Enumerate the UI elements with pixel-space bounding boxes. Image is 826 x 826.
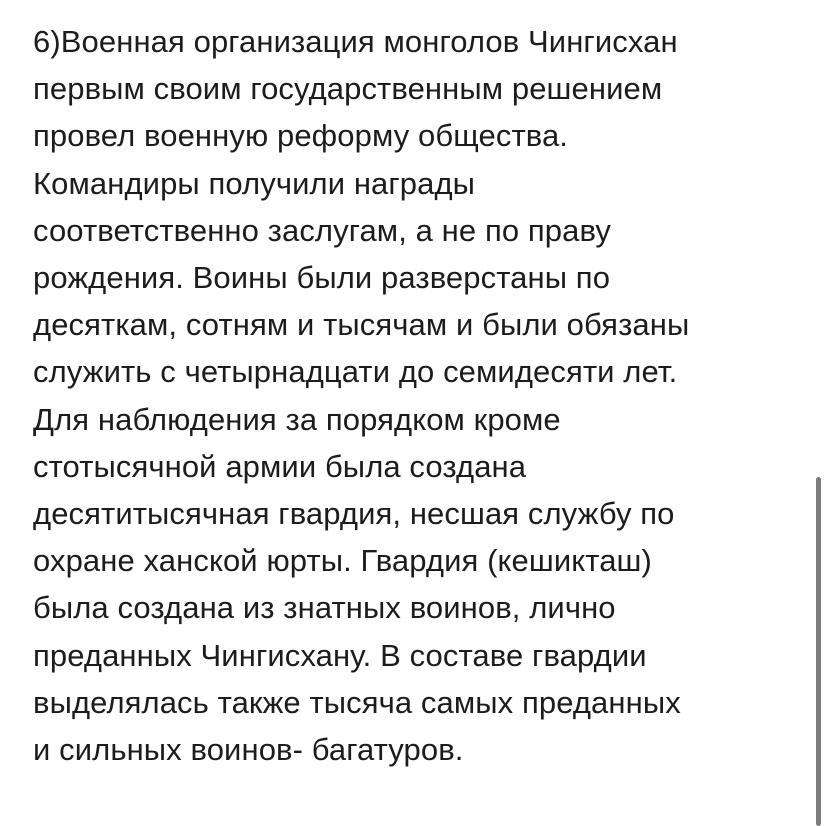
text-line: стотысячной армии была создана — [33, 448, 527, 484]
text-line: Командиры получили награды — [33, 165, 476, 201]
text-line: преданных Чингисхану. В составе гвардии — [33, 637, 647, 673]
text-line: была создана из знатных воинов, лично — [33, 590, 616, 626]
text-line: и сильных воинов- багатуров. — [33, 732, 464, 768]
text-line: рождения. Воины были разверстаны по — [33, 260, 611, 296]
text-line: охране ханской юрты. Гвардия (кешикташ) — [33, 543, 652, 579]
answer-text — [33, 18, 803, 773]
text-line: выделялась также тысяча самых преданных — [33, 684, 681, 720]
text-line: десяткам, сотням и тысячам и были обязаны — [33, 307, 690, 343]
text-line: первым своим государственным решением — [33, 71, 663, 107]
text-line: служить с четырнадцати до семидесяти лет. — [33, 354, 678, 390]
vertical-scrollbar[interactable] — [812, 0, 826, 826]
scrollbar-thumb[interactable] — [816, 477, 821, 826]
text-line: десятитысячная гвардия, несшая службу по — [33, 496, 675, 532]
text-line: соответственно заслугам, а не по праву — [33, 212, 611, 248]
text-line: 6)Военная организация монголов Чингисхан — [33, 24, 678, 59]
text-line: провел военную реформу общества. — [33, 118, 569, 154]
text-line: Для наблюдения за порядком кроме — [33, 401, 561, 437]
